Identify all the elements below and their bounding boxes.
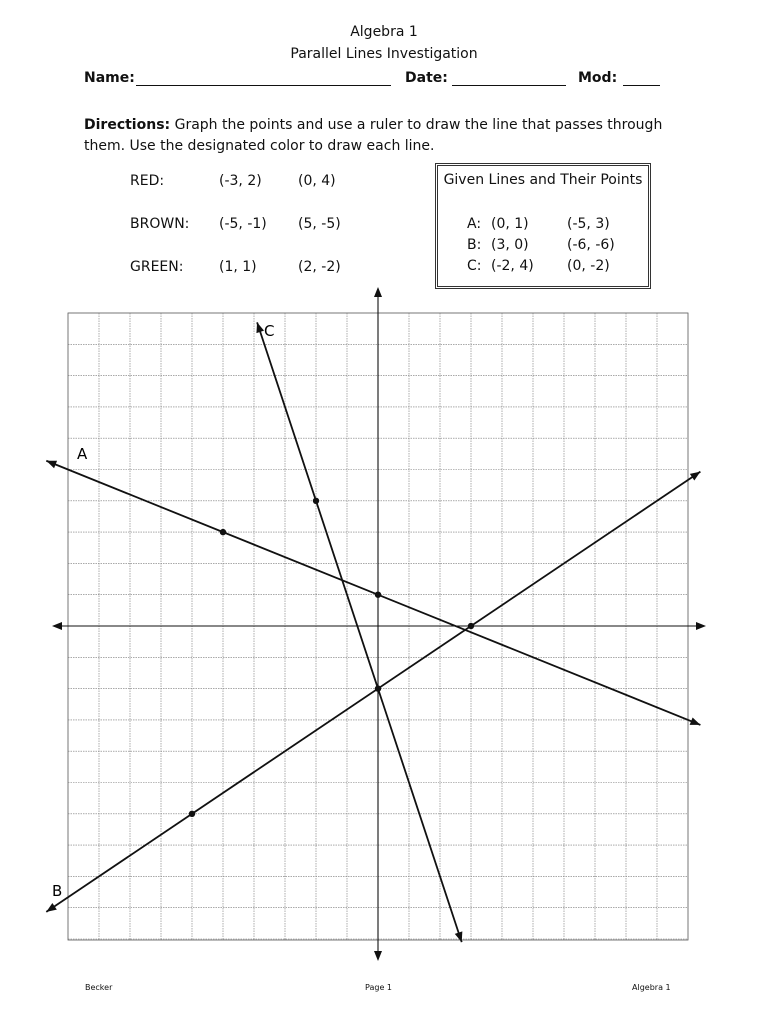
graph-lines: [46, 322, 700, 942]
red-point-2: (0, 4): [298, 173, 336, 189]
line-a-arrow-start: [690, 717, 701, 724]
axes: [52, 287, 706, 961]
y-axis-arrow-down: [374, 951, 382, 961]
point-line-a: [375, 592, 381, 598]
red-label: RED:: [130, 173, 165, 189]
brown-label: BROWN:: [130, 216, 190, 232]
line-b-label: B: [52, 882, 63, 900]
given-line-c-label: C:: [467, 258, 482, 274]
point-line-c: [313, 498, 319, 504]
given-line-a-point-1: (0, 1): [491, 216, 529, 232]
y-axis-arrow-up: [374, 287, 382, 297]
point-line-b: [468, 623, 474, 629]
point-line-a: [220, 529, 226, 535]
line-c: [257, 322, 462, 942]
brown-point-1: (-5, -1): [219, 216, 267, 232]
point-line-c: [375, 685, 381, 691]
line-b: [46, 472, 700, 912]
x-axis-arrow-right: [696, 622, 706, 630]
red-point-1: (-3, 2): [219, 173, 262, 189]
line-c-label: C: [264, 322, 275, 340]
point-line-b: [189, 811, 195, 817]
worksheet-title: Parallel Lines Investigation: [290, 46, 478, 62]
given-line-b-label: B:: [467, 237, 482, 253]
given-line-c-point-2: (0, -2): [567, 258, 610, 274]
line-c-arrow-end: [256, 322, 264, 333]
given-line-a-label: A:: [467, 216, 482, 232]
footer-author: Becker: [85, 983, 113, 992]
green-point-1: (1, 1): [219, 259, 257, 275]
line-b-arrow-start: [690, 472, 701, 481]
mod-label: Mod:: [578, 70, 618, 86]
x-axis-arrow-left: [52, 622, 62, 630]
given-line-b-point-1: (3, 0): [491, 237, 529, 253]
footer-page: Page 1: [365, 983, 392, 992]
directions-text: Graph the points and use a ruler to draw the line that passes through them. Use the designated color to draw each line.: [84, 117, 663, 154]
line-a: [46, 461, 700, 725]
name-label: Name:: [84, 70, 135, 86]
given-line-a-point-2: (-5, 3): [567, 216, 610, 232]
given-line-b-point-2: (-6, -6): [567, 237, 615, 253]
green-label: GREEN:: [130, 259, 184, 275]
given-lines-title: Given Lines and Their Points: [443, 172, 643, 188]
directions-label: Directions:: [84, 117, 171, 133]
line-a-arrow-end: [46, 461, 57, 468]
course-title: Algebra 1: [350, 24, 418, 40]
given-line-c-point-1: (-2, 4): [491, 258, 534, 274]
footer-course: Algebra 1: [632, 983, 671, 992]
brown-point-2: (5, -5): [298, 216, 341, 232]
date-label: Date:: [405, 70, 448, 86]
line-b-arrow-end: [46, 903, 57, 912]
green-point-2: (2, -2): [298, 259, 341, 275]
line-a-label: A: [77, 445, 88, 463]
line-c-arrow-start: [455, 931, 463, 942]
